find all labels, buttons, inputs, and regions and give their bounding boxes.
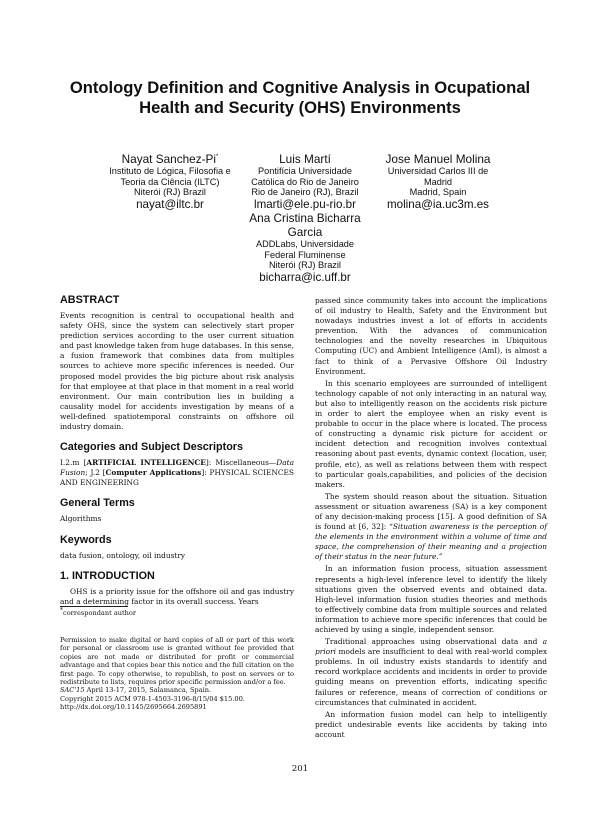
author-affiliation: Federal Fluminense bbox=[264, 249, 346, 260]
author-email[interactable]: bicharra@ic.uff.br bbox=[259, 270, 351, 284]
paragraph: An information fusion model can help to intelligently predict undesirable events like accidents by taking into account bbox=[315, 709, 547, 739]
categories-heading: Categories and Subject Descriptors bbox=[60, 441, 243, 454]
introduction-heading: 1. INTRODUCTION bbox=[60, 569, 155, 582]
conference-line: SAC'15 April 13-17, 2015, Salamanca, Spain. bbox=[60, 686, 212, 695]
footnote bbox=[60, 609, 294, 617]
doi-link[interactable]: http://dx.doi.org/10.1145/2695664.2695891 bbox=[60, 703, 207, 712]
paper-title bbox=[40, 78, 560, 118]
footnote-rule bbox=[60, 606, 128, 607]
keywords-text: data fusion, ontology, oil industry bbox=[60, 550, 186, 560]
author-block-3 bbox=[363, 152, 513, 212]
author-name: Nayat Sanchez-Pi* bbox=[121, 152, 219, 166]
abstract-text: Events recognition is central to occupational health and safety OHS, since the system can selectively start proper prediction services according to the user current situation and past knowledge taken from huge databases. In this sense, a fusion framework that combines data from multiples sources to achieve more specific inferences is needed. Our proposed model provides the big picture about risk analysis for that employee at that place in that moment in a real world environment. Our main contribution lies in building a causality model for accidents investigation by means of a well-defined spatiotemporal constraints on offshore oil industry domain. bbox=[60, 311, 294, 432]
author-affiliation: Pontifícia Universidade bbox=[258, 166, 352, 176]
abstract-heading: ABSTRACT bbox=[60, 294, 120, 306]
paragraph: In an information fusion process, situation assessment represents a high-level inference level to identify the likely situations given the observed events and obtained data. High-level information fusion studies theories and methods to effectively combine data from multiple sources and related information to achieve more specific inferences that could be achieved by using a single, independent sensor. bbox=[315, 564, 547, 634]
title-line-2: Health and Security (OHS) Environments bbox=[139, 98, 461, 117]
footnote-marker: * bbox=[216, 154, 219, 160]
author-email[interactable]: lmarti@ele.pu-rio.br bbox=[254, 197, 356, 211]
author-affiliation: Universidad Carlos III de bbox=[387, 166, 489, 176]
footnote-text: correspondant author bbox=[63, 609, 137, 617]
title-line-1: Ontology Definition and Cognitive Analysis in Ocupational bbox=[69, 78, 531, 97]
author-email[interactable]: molina@ia.uc3m.es bbox=[387, 197, 489, 211]
categories-text: I.2.m [ARTIFICIAL INTELLIGENCE]: Miscellaneous—Data Fusion; J.2 [Computer Applications]: PHYSICAL SCIENCES AND ENGINEERING bbox=[60, 458, 295, 488]
author-name: Garcia bbox=[287, 225, 323, 239]
right-column bbox=[315, 296, 547, 740]
paragraph: Traditional approaches using observational data and a priori models are insufficient to deal with real-world complex problems. In oil industry exists standards to identify and record workplace accidents and incidents in order to provide guiding means on prevention efforts, indicating specific failures or reference, means of correction of conditions or circumstances that culminated in accident. bbox=[315, 637, 547, 707]
general-terms-heading: General Terms bbox=[60, 497, 135, 510]
author-affiliation: Instituto de Lógica, Filosofia e bbox=[109, 166, 231, 176]
introduction-text: OHS is a priority issue for the offshore oil and gas industry and a determining factor in its overall success. Years bbox=[60, 586, 294, 606]
paragraph: In this scenario employees are surrounded of intelligent technology capable of not only interacting in an natural way, but also to intelligently reason on the accidents risk picture in order to alert the employee when an risky event is probable to occur in the place where is located. The process of constructing a dynamic risk picture for accident or incident detection and recognition involves contextual reasoning about past events, dynamic context (location, user, profile, etc), as well as relations between them with respect to particular goals,capabilities, and policies of the decision makers. bbox=[315, 378, 547, 489]
author-block-1 bbox=[95, 152, 245, 212]
left-column bbox=[60, 294, 294, 607]
author-affiliation: Madrid, Spain bbox=[409, 187, 467, 198]
author-name: Luis Martí bbox=[279, 152, 331, 166]
author-affiliation: Católica do Rio de Janeiro bbox=[251, 176, 359, 187]
author-block-4 bbox=[230, 211, 380, 285]
permission-text: Permission to make digital or hard copies of all or part of this work for personal or classroom use is granted without fee provided that copies are not made or distributed for profit or commercial advantage and that copies bear this notice and the full citation on the first page. To copy otherwise, to republish, to post on servers or to redistribute to lists, requires prior specific permission and/or a fee. bbox=[60, 636, 294, 687]
author-affiliation: ADDLabs, Universidade bbox=[255, 239, 355, 249]
page-number: 201 bbox=[291, 764, 309, 774]
author-block-2 bbox=[235, 152, 375, 212]
author-name: Ana Cristina Bicharra bbox=[249, 211, 361, 225]
author-affiliation: Rio de Janeiro (RJ), Brazil bbox=[251, 187, 359, 198]
author-affiliation: Niterói (RJ) Brazil bbox=[134, 187, 206, 198]
paragraph: passed since community takes into account the implications of oil industry to Health, Safety and the Environment but nowadays industries invest a lot of efforts in accidents prevention. With the advances of communication technologies and the novelty researches in Ubiquitous Computing (UC) and Ambient Intelligence (AmI), is almost a fact to think of a Pervasive Offshore Oil Industry Environment. bbox=[315, 296, 547, 376]
footnote-marker: * bbox=[60, 607, 63, 614]
general-terms-text: Algorithms bbox=[60, 514, 102, 524]
author-email[interactable]: nayat@iltc.br bbox=[136, 197, 204, 211]
copyright-line: Copyright 2015 ACM 978-1-4503-3196-8/15/04 $15.00. bbox=[60, 694, 245, 703]
author-affiliation: Madrid bbox=[423, 176, 453, 187]
permission-block bbox=[60, 636, 294, 712]
author-affiliation: Teoria da Ciência (ILTC) bbox=[120, 176, 220, 187]
keywords-heading: Keywords bbox=[60, 533, 112, 546]
author-affiliation: Niterói (RJ) Brazil bbox=[269, 260, 341, 271]
paragraph: The system should reason about the situation. Situation assessment or situation awareness (SA) is a key component of any decision-making process [15]. A good definition of SA is found at [6, 32]: “Situation awareness is the perception of the elements in the environment within a volume of time and space, the comprehension of their meaning and a projection of their status in the near future.” bbox=[315, 491, 547, 562]
author-name: Jose Manuel Molina bbox=[385, 152, 491, 166]
